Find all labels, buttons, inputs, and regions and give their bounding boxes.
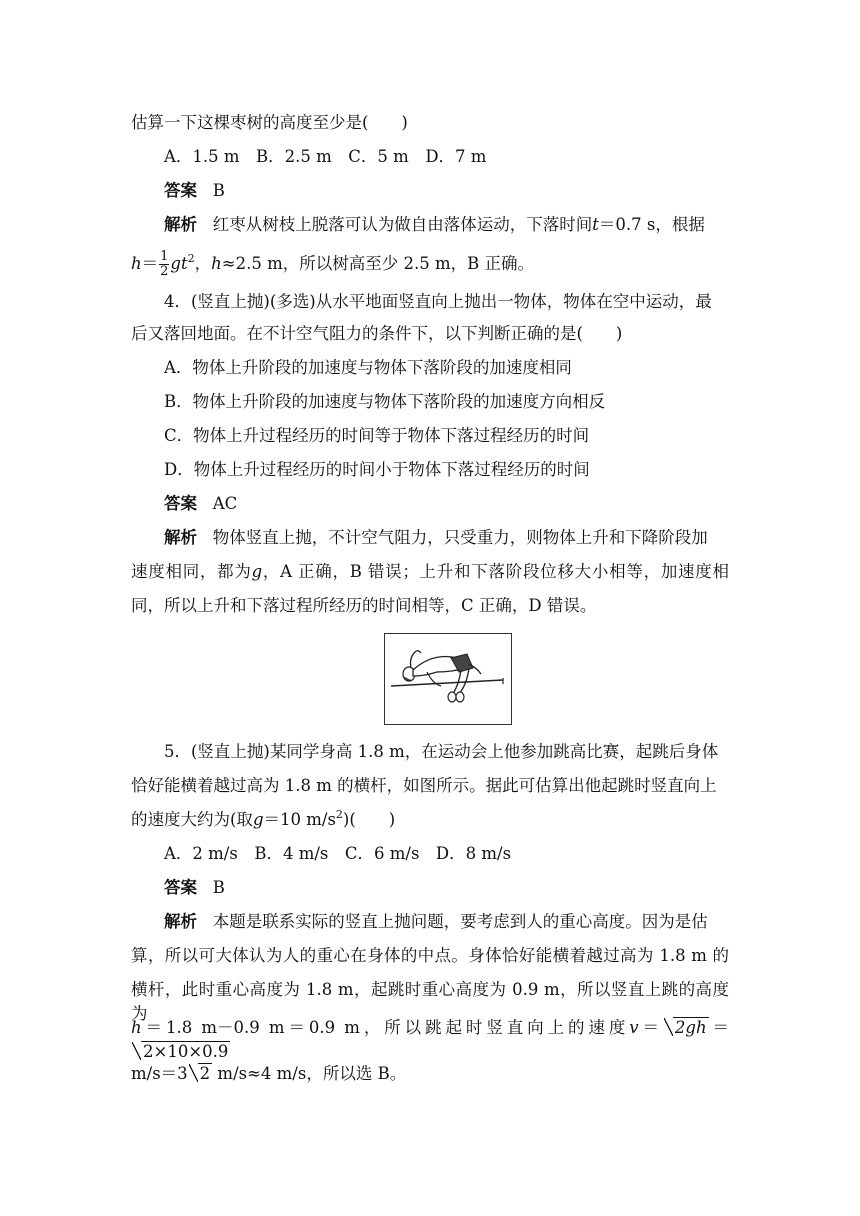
q4-option-d: D．物体上升过程经历的时间小于物体下落过程经历的时间 — [164, 460, 590, 479]
q3-stem-line: 估算一下这棵枣树的高度至少是( ) — [131, 113, 408, 132]
q3-answer — [164, 179, 225, 203]
square-root: 2×10×0.9 — [132, 1040, 230, 1064]
analysis-label: 解析 — [164, 912, 197, 931]
answer-value: B — [212, 878, 225, 897]
q4-analysis-line2: 速度相同，都为g，A 正确，B 错误；上升和下落阶段位移大小相等，加速度相 — [131, 562, 730, 581]
high-jump-figure — [384, 633, 512, 725]
answer-label: 答案 — [164, 181, 197, 200]
q5-answer — [164, 876, 225, 900]
q5-options: A．2 m/s B．4 m/s C．6 m/s D．8 m/s — [164, 844, 512, 863]
q4-stem-line2: 后又落回地面。在不计空气阻力的条件下，以下判断正确的是( ) — [131, 324, 623, 343]
answer-label: 答案 — [164, 494, 197, 513]
q4-option-a: A．物体上升阶段的加速度与物体下落阶段的加速度相同 — [164, 358, 572, 377]
q4-analysis-line1: 解析 物体竖直上抛，不计空气阻力，只受重力，则物体上升和下降阶段加 — [164, 528, 708, 547]
high-jumper-illustration — [385, 634, 511, 724]
q5-stem-line1: 5．(竖直上抛)某同学身高 1.8 m，在运动会上他参加跳高比赛，起跳后身体 — [164, 742, 719, 761]
fraction: $\frac{1}{2}$ — [160, 249, 169, 279]
analysis-label: 解析 — [164, 215, 197, 234]
q5-analysis-line1: 解析 本题是联系实际的竖直上抛问题，要考虑到人的重心高度。因为是估 — [164, 912, 708, 931]
q4-option-c: C．物体上升过程经历的时间等于物体下落过程经历的时间 — [164, 426, 590, 445]
q5-analysis-line4: h＝1.8 m－0.9 m＝0.9 m，所以跳起时竖直向上的速度v＝ 2gh ＝2×10×0.9 — [131, 1016, 729, 1064]
q4-stem-line1: 4．(竖直上抛)(多选)从水平地面竖直向上抛出一物体，物体在空中运动，最 — [164, 292, 712, 311]
q5-stem-line2: 恰好能横着越过高为 1.8 m 的横杆，如图所示。据此可估算出他起跳时竖直向上 — [131, 776, 717, 795]
q3-analysis-line1: 解析 红枣从树枝上脱落可认为做自由落体运动，下落时间t＝0.7 s，根据 — [164, 215, 705, 234]
q4-option-b: B．物体上升阶段的加速度与物体下落阶段的加速度方向相反 — [164, 392, 606, 411]
square-root: 2gh — [664, 1016, 709, 1040]
square-root: 2 — [189, 1062, 213, 1086]
q5-analysis-line5: m/s＝3 2 m/s≈4 m/s，所以选 B。 — [131, 1062, 406, 1086]
q5-stem-line3: 的速度大约为(取g＝10 $m/s^2$)( ) — [131, 808, 396, 829]
q4-answer — [164, 492, 237, 516]
q3-analysis-line2: h＝ $\frac{1}{2}$ $gt^2$，h≈2.5 m，所以树高至少 2.5 m，B 正确。 — [131, 249, 534, 279]
answer-value: B — [212, 181, 225, 200]
answer-label: 答案 — [164, 878, 197, 897]
q3-options: A．1.5 m B．2.5 m C．5 m D．7 m — [164, 147, 487, 166]
analysis-label: 解析 — [164, 528, 197, 547]
answer-value: AC — [212, 494, 238, 513]
q4-analysis-line3: 同，所以上升和下落过程所经历的时间相等，C 正确，D 错误。 — [131, 596, 597, 615]
q5-analysis-line2: 算，所以可大体认为人的重心在身体的中点。身体恰好能横着越过高为 1.8 m 的 — [131, 946, 729, 965]
q5-analysis-line3: 横杆，此时重心高度为 1.8 m，起跳时重心高度为 0.9 m，所以竖直上跳的高度为 — [131, 980, 729, 1023]
